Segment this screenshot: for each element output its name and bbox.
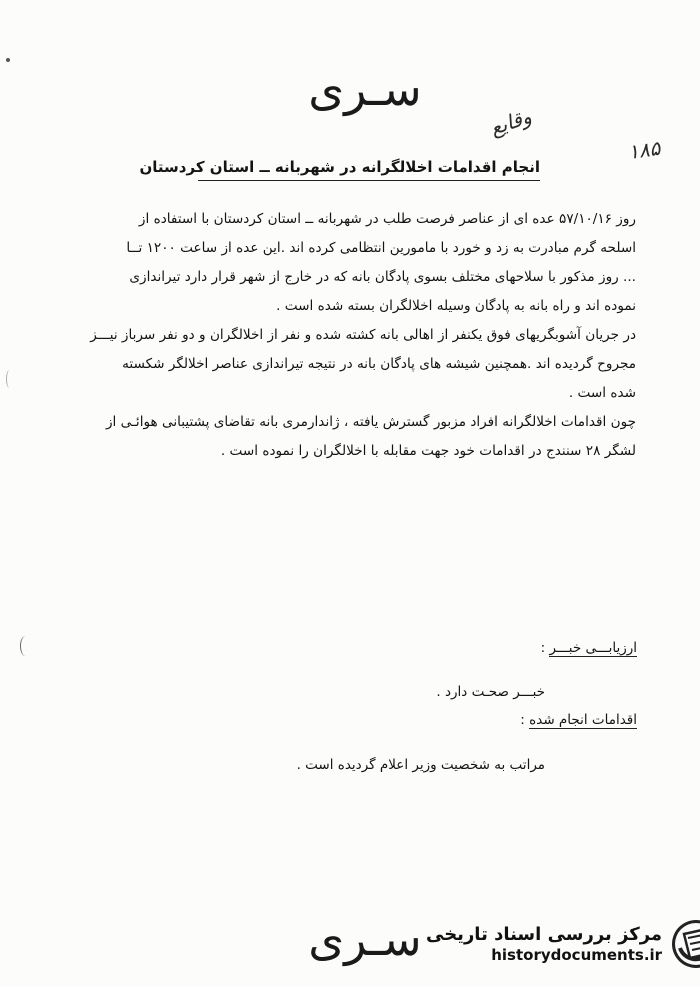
page-number: ۱۸۵ bbox=[626, 135, 662, 165]
actions-label: اقدامات انجام شده bbox=[529, 712, 637, 728]
document-scroll-icon bbox=[670, 918, 700, 970]
archive-website: historydocuments.ir bbox=[491, 946, 663, 964]
assessment-label: ارزیابـــی خبـــر bbox=[549, 640, 637, 656]
actions-value: مراتب به شخصیت وزیر اعلام گردیده است . bbox=[296, 757, 545, 773]
classification-stamp-bottom: سـری bbox=[308, 912, 422, 966]
body-line: چون اقدامات اخلالگرانه افراد مزبور گسترش یافته ، ژاندارمری بانه تقاضای پشتیبانی هوائـی از bbox=[105, 414, 636, 430]
body-line: روز ۵۷/۱۰/۱۶ عده ای از عناصر فرصت طلب در شهربانه ــ استان کردستان با استفاده از bbox=[138, 211, 636, 227]
archive-text bbox=[426, 924, 662, 964]
punch-hole-mark bbox=[20, 636, 31, 656]
body-line: شده است . bbox=[568, 385, 636, 401]
body-line: ... روز مذکور با سلاحهای مختلف بسوی پادگان بانه که در خارج از شهر قرار دارد تیراندازی bbox=[129, 269, 636, 285]
body-line: لشگر ۲۸ سنندج در اقدامات خود جهت مقابله با اخلالگران را نموده است . bbox=[220, 443, 636, 459]
archive-name: مرکز بررسی اسناد تاریخی bbox=[426, 924, 663, 945]
label-colon: : bbox=[540, 640, 546, 656]
body-line: مجروح گردیده اند .همچنین شیشه های پادگان بانه در نتیجه تیراندازی عناصر اخلالگر شکسته bbox=[122, 356, 636, 372]
archive-watermark bbox=[426, 918, 700, 970]
assessment-row bbox=[455, 640, 637, 656]
assessment-value: خبـــر صحـت دارد . bbox=[436, 684, 545, 700]
margin-note: وقایع bbox=[487, 104, 535, 140]
body-line: اسلحه گرم مبادرت به زد و خورد با مامورین انتظامی کرده اند .این عده از ساعت ۱۲۰۰ تــا bbox=[126, 240, 636, 256]
punch-hole-mark bbox=[6, 370, 13, 388]
classification-stamp-top: سـری bbox=[308, 62, 422, 116]
document-body bbox=[58, 205, 636, 466]
label-colon: : bbox=[520, 712, 525, 728]
body-line: نموده اند و راه بانه به پادگان وسیله اخلالگران بسته شده است . bbox=[276, 298, 636, 314]
scan-speck bbox=[6, 58, 10, 62]
document-title: انجام اقدامات اخلالگرانه در شهربانه ــ استان کردستان bbox=[198, 158, 540, 181]
body-line: در جریان آشوبگریهای فوق یکنفر از اهالی بانه کشته شده و نفر از اخلالگران و دو نفر سرباز نیـــز bbox=[90, 327, 636, 343]
actions-row bbox=[455, 712, 637, 728]
